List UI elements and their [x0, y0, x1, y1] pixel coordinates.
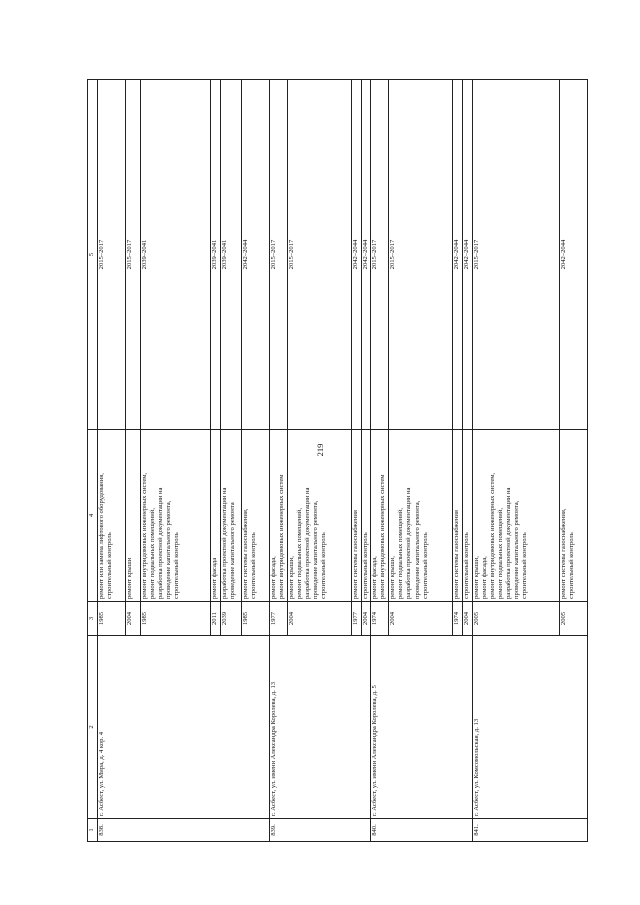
row-number: 838. — [98, 819, 270, 842]
column-number: 5 — [88, 80, 98, 430]
year-cell: 1985 — [242, 602, 270, 636]
work-item: строительный контроль — [421, 532, 429, 599]
column-number: 3 — [88, 602, 98, 636]
year-cell: 2005 — [472, 602, 559, 636]
year-cell: 2005 — [560, 602, 588, 636]
work-item: ремонт внутридомовых инженерных систем — [379, 474, 387, 599]
works-cell — [351, 430, 361, 602]
works-cell — [463, 430, 473, 602]
work-item: ремонт внутридомовых инженерных систем, — [488, 472, 496, 599]
work-item: ремонт фасада, — [480, 556, 488, 599]
works-cell — [389, 430, 453, 602]
year-cell: 2011 — [211, 602, 221, 636]
work-item: ремонт системы газоснабжения — [351, 510, 359, 599]
work-item: проведение капитального ремонта, — [413, 500, 421, 599]
work-item: ремонт крыши, — [472, 556, 480, 599]
work-item: проведение капитального ремонта, — [512, 500, 520, 599]
year-cell: 1977 — [269, 602, 287, 636]
period-cell: 2039–2041 — [211, 80, 221, 430]
work-item: ремонт фасада, — [371, 556, 379, 599]
work-item: ремонт или замена лифтового оборудования, — [98, 473, 105, 599]
period-cell: 2039–2041 — [140, 80, 210, 430]
work-item: разработка проектной документации на — [220, 487, 228, 599]
works-cell — [125, 430, 140, 602]
period-cell: 2039–2041 — [220, 80, 241, 430]
period-cell: 2015–2017 — [472, 80, 559, 430]
work-item: проведение капитального ремонта, — [312, 500, 320, 599]
works-cell — [287, 430, 351, 602]
work-item: ремонт внутридомовых инженерных систем — [277, 474, 285, 599]
year-cell: 2004 — [361, 602, 371, 636]
row-number: 841. — [472, 819, 587, 842]
year-cell: 2004 — [389, 602, 453, 636]
work-item: строительный контроль — [520, 532, 528, 599]
works-cell — [242, 430, 270, 602]
year-cell: 2004 — [125, 602, 140, 636]
work-item: строительный контроль — [361, 532, 369, 599]
period-cell: 2042–2044 — [361, 80, 371, 430]
work-item: ремонт системы газоснабжения, — [560, 508, 568, 599]
work-item: разработка проектной документации на — [405, 487, 413, 599]
works-table-body — [98, 80, 588, 842]
row-number: 839. — [269, 819, 370, 842]
column-number: 2 — [88, 636, 98, 819]
work-item: строительный контроль — [172, 532, 180, 599]
works-cell — [361, 430, 371, 602]
column-number-row — [88, 80, 98, 842]
period-cell: 2042–2044 — [351, 80, 361, 430]
works-table — [87, 79, 588, 842]
works-cell — [472, 430, 559, 602]
work-item: строительный контроль — [463, 532, 471, 599]
period-cell: 2042–2044 — [453, 80, 463, 430]
period-cell: 2015–2017 — [389, 80, 453, 430]
page-number: 219 — [315, 443, 325, 457]
address-cell: г. Асбест, ул. Комсомольская, д. 13 — [472, 636, 587, 819]
work-item: ремонт подвальных помещений, — [295, 508, 303, 599]
row-number: 840. — [371, 819, 472, 842]
works-cell — [211, 430, 221, 602]
work-item: строительный контроль — [106, 532, 114, 599]
period-cell: 2015–2017 — [98, 80, 126, 430]
table-row — [472, 80, 559, 842]
period-cell: 2015–2017 — [125, 80, 140, 430]
works-cell — [371, 430, 389, 602]
table-row — [269, 80, 287, 842]
work-item: ремонт крыши, — [389, 556, 397, 599]
work-item: строительный контроль — [250, 532, 258, 599]
work-item: строительный контроль — [568, 532, 576, 599]
work-item: ремонт подвальных помещений, — [397, 508, 405, 599]
works-cell — [453, 430, 463, 602]
year-cell: 2039 — [220, 602, 241, 636]
table-row — [98, 80, 126, 842]
work-item: ремонт внутридомовых инженерных систем, — [140, 472, 148, 599]
period-cell: 2042–2044 — [560, 80, 588, 430]
work-item: ремонт фасада, — [269, 556, 277, 599]
period-cell: 2015–2017 — [371, 80, 389, 430]
year-cell: 1974 — [453, 602, 463, 636]
period-cell: 2042–2044 — [242, 80, 270, 430]
column-number: 4 — [88, 430, 98, 602]
work-item: разработка проектной документации на — [304, 487, 312, 599]
period-cell: 2042–2044 — [463, 80, 473, 430]
year-cell: 1977 — [351, 602, 361, 636]
column-number: 1 — [88, 819, 98, 842]
address-cell: г. Асбест, ул. имени Александра Королева, д. 5 — [371, 636, 472, 819]
work-item: ремонт фасада — [211, 557, 219, 599]
year-cell: 1974 — [371, 602, 389, 636]
work-item: разработка проектной документации на — [156, 487, 164, 599]
year-cell: 1985 — [98, 602, 126, 636]
work-item: ремонт системы газоснабжения — [453, 510, 461, 599]
table-row — [371, 80, 389, 842]
works-cell — [140, 430, 210, 602]
period-cell: 2015–2017 — [287, 80, 351, 430]
works-cell — [220, 430, 241, 602]
work-item: строительный контроль — [320, 532, 328, 599]
address-cell: г. Асбест, ул. Мира, д. 4 кор. 4 — [98, 636, 270, 819]
works-cell — [98, 430, 126, 602]
works-table-sheet — [87, 80, 588, 842]
year-cell: 2004 — [463, 602, 473, 636]
year-cell: 1985 — [140, 602, 210, 636]
work-item: ремонт подвальных помещений, — [496, 508, 504, 599]
works-cell — [560, 430, 588, 602]
works-cell — [269, 430, 287, 602]
work-item: проведение капитального ремонта, — [164, 500, 172, 599]
work-item: ремонт крыши, — [287, 556, 295, 599]
work-item: ремонт системы газоснабжения, — [242, 508, 250, 599]
work-item: разработка проектной документации на — [504, 487, 512, 599]
work-item: ремонт подвальных помещений, — [148, 508, 156, 599]
work-item: проведение капитального ремонта — [228, 502, 236, 599]
year-cell: 2004 — [287, 602, 351, 636]
address-cell: г. Асбест, ул. имени Александра Королева, д. 13 — [269, 636, 370, 819]
period-cell: 2015–2017 — [269, 80, 287, 430]
work-item: ремонт крыши — [125, 557, 133, 599]
